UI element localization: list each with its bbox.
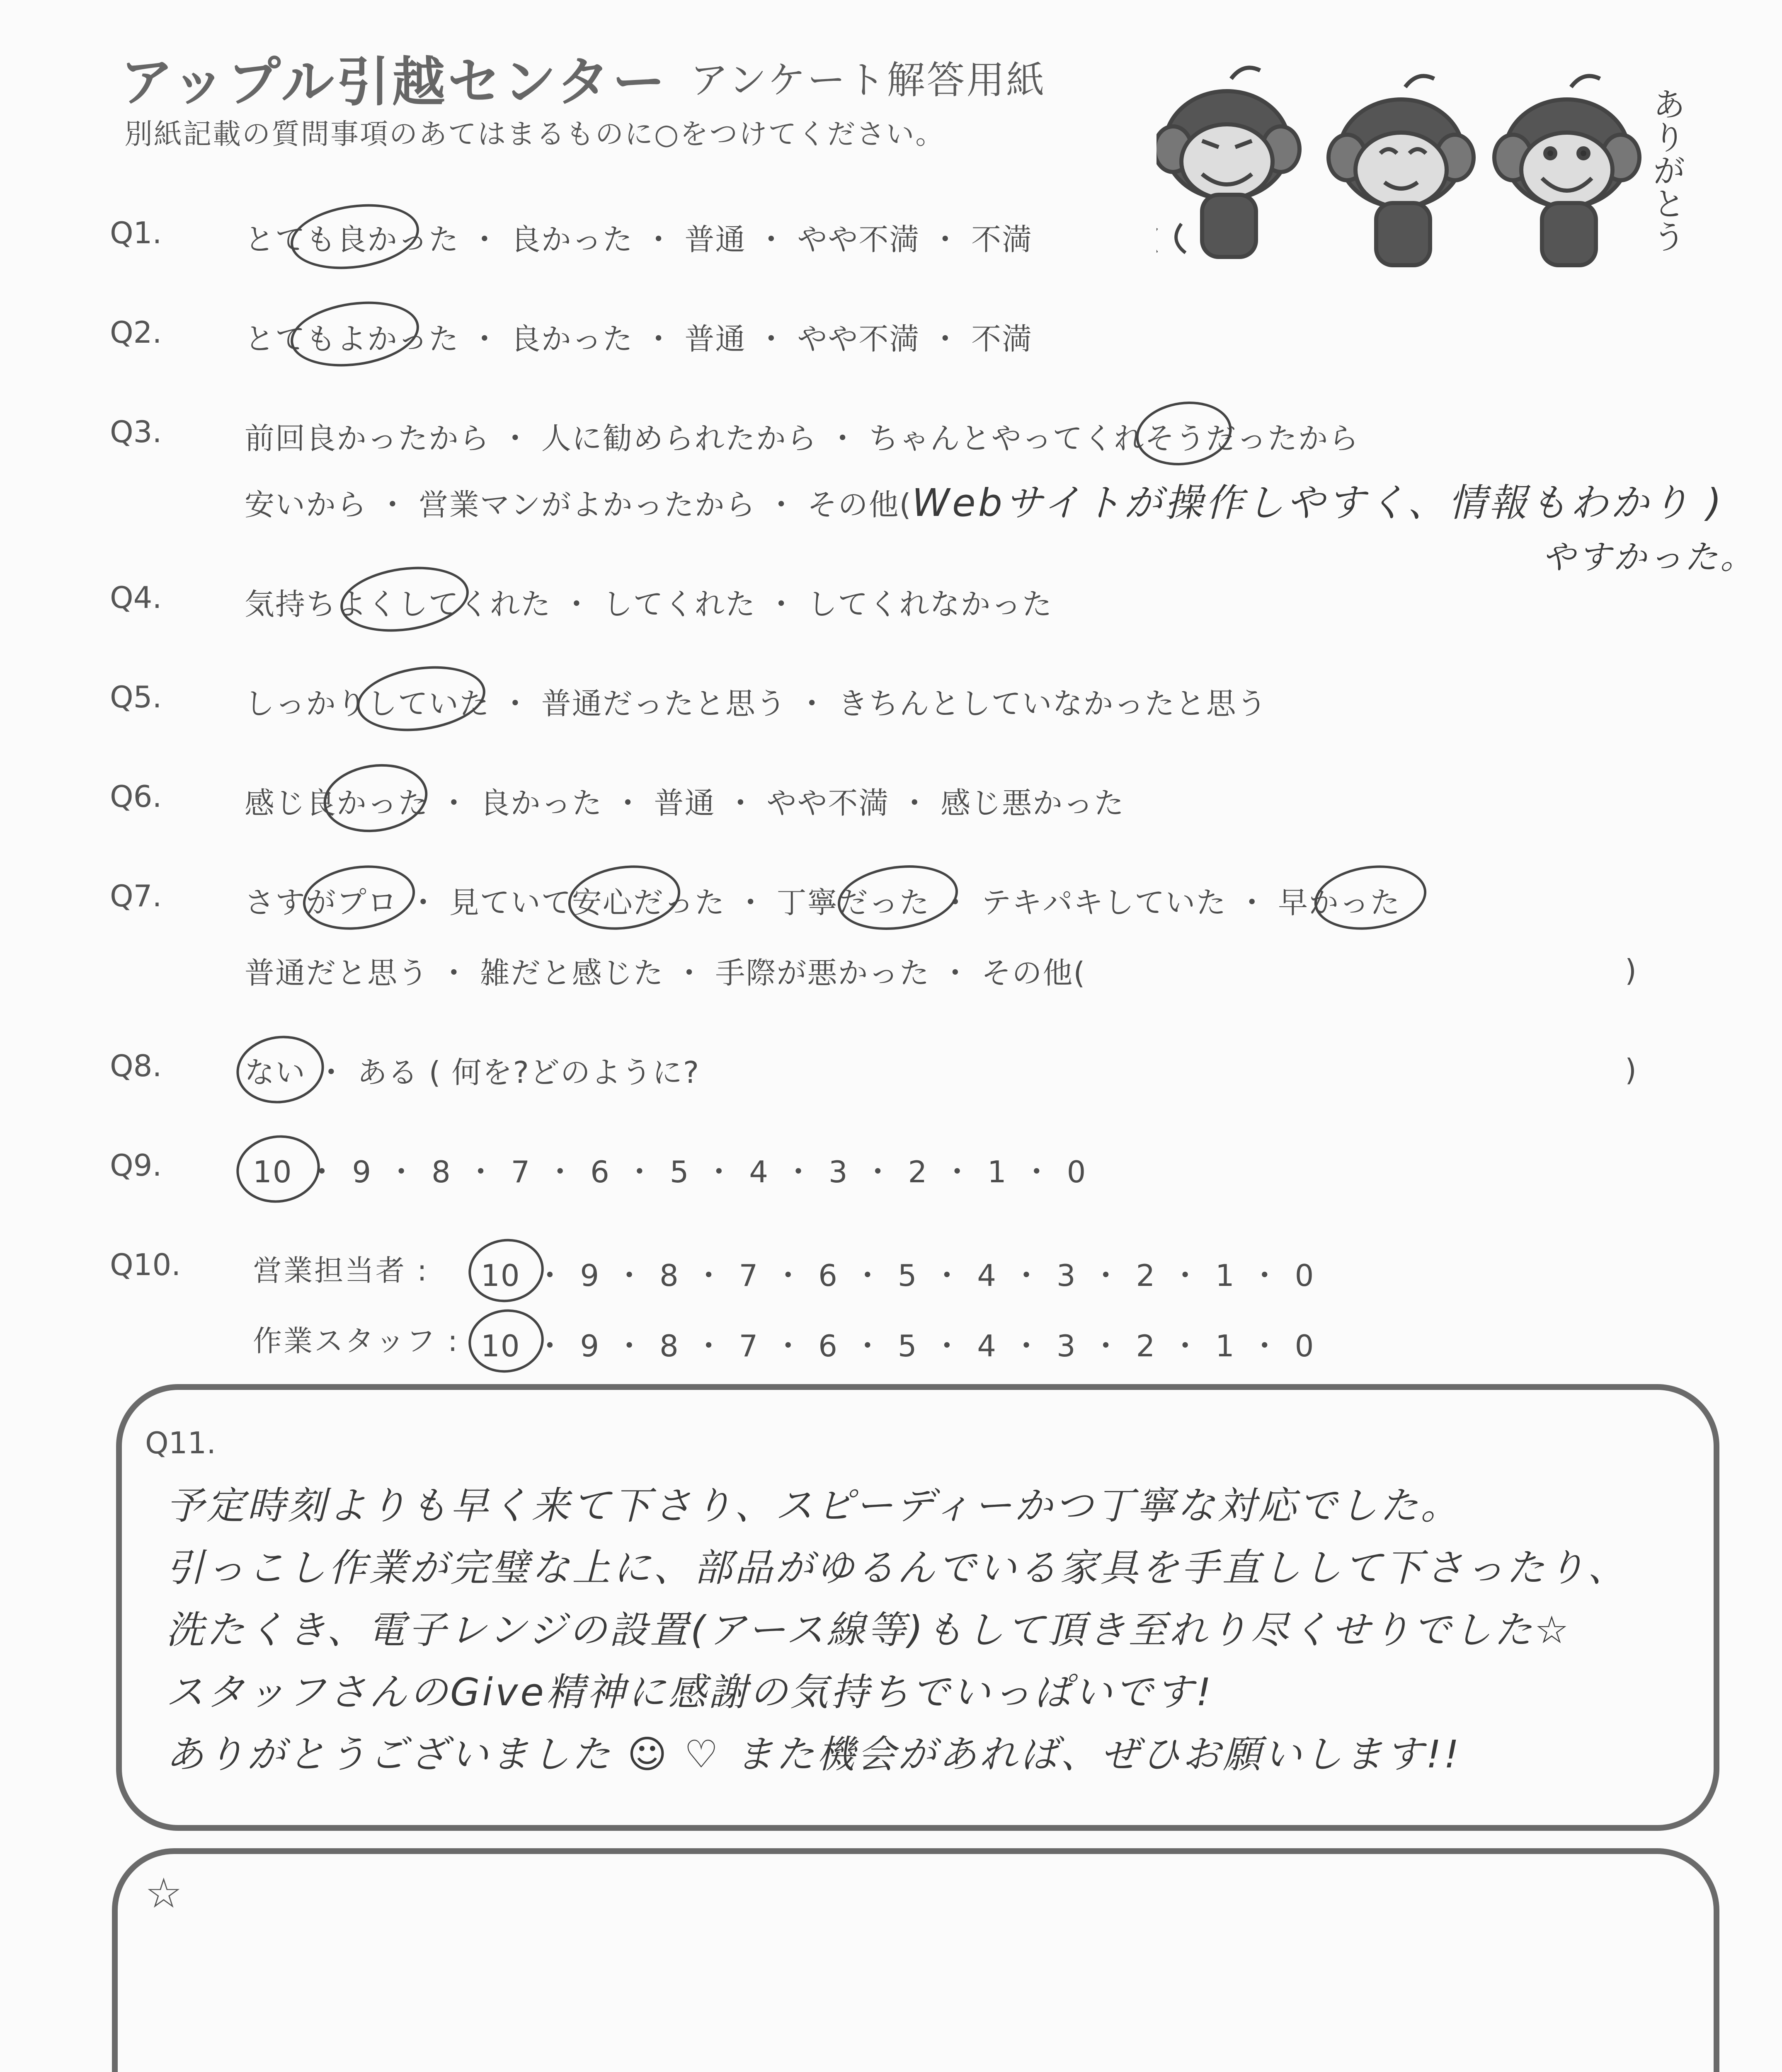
q8-close-paren: ) — [1625, 1053, 1638, 1087]
q8-selection-circle — [232, 1030, 328, 1109]
form-instruction: 別紙記載の質問事項のあてはまるものに○をつけてください。 — [124, 118, 945, 151]
q7-options-line2: 普通だと思う ・ 雑だと感じた ・ 手際が悪かった ・ その他( — [245, 956, 1086, 990]
q11-comment-line1: 予定時刻よりも早く来て下さり、スピーディーかつ丁寧な対応でした。 — [166, 1484, 1461, 1528]
q9-selection-circle — [232, 1130, 325, 1208]
q7-selection-circle-pro — [299, 859, 419, 937]
form-title: アップル引越センター — [120, 51, 668, 113]
q10-sales-label: 営業担当者 : — [253, 1254, 429, 1288]
q11-comment-line2: 引っこし作業が完璧な上に、部品がゆるんでいる家具を手直しして下さったり、 — [166, 1546, 1629, 1590]
q3-label: Q3. — [110, 414, 162, 449]
mascot-illustration — [1156, 62, 1695, 278]
q4-options: 気持ちよくしてくれた ・ してくれた ・ してくれなかった — [245, 587, 1053, 622]
q7-close-paren: ) — [1625, 953, 1638, 988]
q10-staff-options: 10 ・ 9 ・ 8 ・ 7 ・ 6 ・ 5 ・ 4 ・ 3 ・ 2 ・ 1 ・ 0 — [481, 1329, 1315, 1363]
q2-label: Q2. — [110, 315, 162, 350]
q4-selection-circle — [336, 559, 473, 639]
q9-label: Q9. — [110, 1148, 162, 1183]
q2-options: とてもよかった ・ 良かった ・ 普通 ・ やや不満 ・ 不満 — [245, 322, 1033, 356]
q10-staff-label: 作業スタッフ : — [253, 1324, 459, 1358]
q4-label: Q4. — [110, 580, 162, 615]
monkey-mascot-2 — [1329, 76, 1474, 265]
q10-sales-selection-circle — [464, 1234, 548, 1307]
star-comment-box — [112, 1848, 1719, 2072]
q3-options-line2: 安いから ・ 営業マンがよかったから ・ その他( — [245, 487, 912, 522]
q9-options: 10 ・ 9 ・ 8 ・ 7 ・ 6 ・ 5 ・ 4 ・ 3 ・ 2 ・ 1 ・ 0 — [253, 1155, 1087, 1189]
q1-label: Q1. — [110, 215, 162, 250]
q1-options: とても良かった ・ 良かった ・ 普通 ・ やや不満 ・ 不満 — [245, 222, 1033, 257]
q11-comment-line4: スタッフさんのGive精神に感謝の気持ちでいっぱいです! — [166, 1670, 1214, 1714]
q10-label: Q10. — [110, 1247, 181, 1282]
q3-selection-circle — [1132, 396, 1236, 472]
q10-sales-options: 10 ・ 9 ・ 8 ・ 7 ・ 6 ・ 5 ・ 4 ・ 3 ・ 2 ・ 1 ・ 0 — [481, 1258, 1315, 1293]
q2-selection-circle — [286, 294, 423, 374]
q7-selection-circle-anshin — [564, 859, 685, 937]
q7-selection-circle-teinei — [834, 858, 962, 937]
q3-handwritten-other-line2: やすかった。 — [1542, 538, 1756, 576]
q11-comment-line3: 洗たくき、電子レンジの設置(アース線等)もして頂き至れり尽くせりでした☆ — [166, 1608, 1571, 1652]
q5-selection-circle — [353, 658, 490, 739]
q7-label: Q7. — [110, 879, 162, 913]
q1-selection-circle — [286, 196, 423, 277]
q6-selection-circle — [319, 758, 432, 838]
mascot-caption: ありがとう — [1647, 87, 1686, 253]
q5-label: Q5. — [110, 680, 162, 714]
q7-options-line1: さすがプロ ・ 見ていて安心だった ・ 丁寧だった ・ テキパキしていた ・ 早かった — [245, 885, 1401, 920]
q11-comment-line5: ありがとうございました ☺ ♡ また機会があれば、ぜひお願いします!! — [166, 1732, 1462, 1777]
q7-selection-circle-hayai — [1310, 859, 1431, 937]
star-icon: ☆ — [145, 1869, 182, 1917]
form-subtitle: アンケート解答用紙 — [690, 58, 1046, 102]
q5-options: しっかりしていた ・ 普通だったと思う ・ きちんとしていなかったと思う — [245, 686, 1268, 721]
q8-label: Q8. — [110, 1048, 162, 1083]
q8-options: ない ・ ある ( 何を?どのように? — [245, 1055, 700, 1090]
q6-label: Q6. — [110, 779, 162, 814]
q6-options: 感じ良かった ・ 良かった ・ 普通 ・ やや不満 ・ 感じ悪かった — [245, 786, 1125, 821]
monkey-mascot-1 — [1156, 68, 1300, 257]
monkey-mascot-3 — [1494, 76, 1639, 265]
q10-staff-selection-circle — [464, 1305, 548, 1377]
q3-handwritten-other-line1: Webサイトが操作しやすく、情報もわかり ) — [912, 481, 1724, 525]
q3-options-line1: 前回良かったから ・ 人に勧められたから ・ ちゃんとやってくれそうだったから — [245, 421, 1360, 456]
q11-label: Q11. — [145, 1426, 216, 1460]
